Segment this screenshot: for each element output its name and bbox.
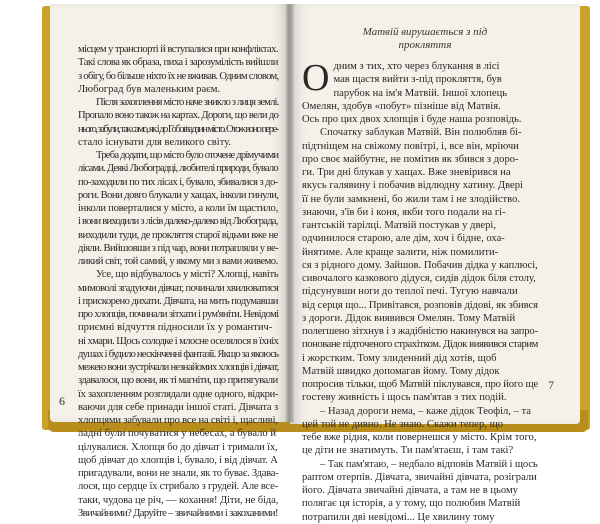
text-line: хлопцями забували про все на світі і, щасливі, xyxy=(78,415,278,426)
text-line: – Так пам'ятаю, – недбало відповів Матвій і щось xyxy=(320,458,538,470)
text-line: цілувалися. Хлопця бо до дівчат і тримали їх, xyxy=(78,441,278,453)
text-line: – Назад дороги нема, – каже дідок Теофіл, – та xyxy=(320,405,532,417)
text-line: Треба додати, що місто було оточене дрімучими xyxy=(96,150,279,161)
text-line: діяли. Вийшовши з під чар, вони потрапляли у ве- xyxy=(78,242,279,254)
text-line: ся з рідного дому. Зайшов. Побачив дідка у каплюсі, xyxy=(302,259,538,271)
text-line: Омелян, здобув «побут» пізніше від Матвія. xyxy=(302,100,501,112)
paragraph xyxy=(78,96,278,149)
text-line: сивочалого казкового дідуся, сидів дідок біля столу, xyxy=(302,273,536,284)
text-line: одчинилося старою, але дім, хоч і бідне, оха- xyxy=(302,233,505,245)
text-line: від серця що... Привітався, розповів дідові, як збився xyxy=(302,299,538,311)
chapter-title: Матвій вирушається з під прокляття xyxy=(362,26,488,51)
text-line: мимоволі згадуючи дівчат, починали хвилюватися xyxy=(78,282,279,294)
text-line: і вони виходили з лісів далеко-далеко від Любограда, xyxy=(78,216,278,228)
text-line: Матвій швидко допомагав йому. Тому дідок xyxy=(302,365,500,377)
text-line: стало існувати для великого світу. xyxy=(78,136,232,148)
text-line: полягає ця історія, а у тому, що полюбив Матвій xyxy=(302,498,521,510)
text-line: приємні відчуття підносили їх у романтич- xyxy=(78,322,273,334)
paragraph xyxy=(302,126,538,404)
text-line: нього, забули, так само, як і до Гобоґвадзин місто. Отож воно пере- xyxy=(78,123,278,135)
text-line: і прискорено дихати. Дівчата, на мить подумавши xyxy=(78,295,278,307)
text-line: підсунувши ноги до теплої печі. Тугую навчали xyxy=(302,286,518,298)
text-line: виходили туди, де прокляття старої відьми вже не xyxy=(78,229,278,241)
text-line: якусь галявину і побачив відлюдну хатину. Двері xyxy=(302,180,524,192)
text-line: з обігу, бо більше ніхто їх не вживав. Одним словом, xyxy=(78,70,279,82)
text-line: гантській тарілці. Матвій постукав у двері, xyxy=(302,220,496,231)
text-line: щоб дівчат до хлопців і, бувало, і від дівчат. А xyxy=(78,454,278,466)
text-line: місцем у транспорті й вступалися при конфліктах. xyxy=(78,44,278,55)
text-line: Усе, що відбувалось у місті? Хлопці, навіть xyxy=(96,269,279,281)
text-line: по-заходили по тих лісах і, бувало, збивалися з до- xyxy=(78,176,278,188)
text-line: лісами. Деякі Любоградці, любителі природи, бувало xyxy=(78,163,278,175)
text-line: Ось про цих двох хлопців і буде наша розповідь. xyxy=(302,114,522,125)
text-line: ваючи для себе принади іншої статі. Дівчата з xyxy=(78,401,279,413)
page-number-right: 7 xyxy=(548,378,554,392)
left-page xyxy=(50,4,290,519)
page-number-left: 6 xyxy=(59,394,65,408)
text-line: знаючи, з'їв би і коня, якби того подали на гі- xyxy=(302,206,506,218)
text-line: роги. Вони довго блукали у хащах, інколи гинули, xyxy=(78,189,279,201)
paragraph xyxy=(302,57,538,126)
right-page-text xyxy=(302,57,539,524)
text-line: мав щастя вийти з-під прокляття, був xyxy=(333,74,502,86)
text-line: цей той не дивно. Не знаю. Скажи тепер, що xyxy=(302,418,504,430)
paragraph xyxy=(302,458,538,524)
text-line: ні хмари. Щось солодке і млосне оселялося в їхніх xyxy=(78,335,279,347)
drop-cap: О xyxy=(302,57,330,99)
text-line: межею вони зустрічали незнайомих хлопців і дівчат, xyxy=(78,362,279,373)
text-line: про хлопців, починали зітхати і рум'яніти. Невідомі xyxy=(78,309,279,320)
text-line: з дороги. Дідок виявився Омелян. Тому Матвій xyxy=(302,312,516,324)
paragraph xyxy=(302,405,538,458)
text-line: душах і будило нескінченні фантазії. Якщо за якоюсь xyxy=(78,348,279,360)
text-line: полегшено зітхнув і з жадібністю накинувся на запро- xyxy=(302,326,538,337)
text-line: Після захоплення місто наче зникло з лиця землі. xyxy=(96,97,279,108)
left-page-text xyxy=(78,43,278,520)
text-line: про своє майбутнє, не помітив як збився з доро- xyxy=(302,153,519,165)
text-line: Спочатку заблукав Матвій. Він полюбляв бі- xyxy=(320,127,522,139)
text-line: йнятиме. Але краще залити, ніж помилити- xyxy=(302,246,499,258)
text-line: потрапили дві невідомі... Це хвилину тому xyxy=(302,511,495,523)
text-line: раптом отерпів. Дівчата, звичайні дівчата, розіграли xyxy=(302,471,537,483)
text-line: попросив тільки, щоб Матвій піклувався, про його ще xyxy=(302,379,539,390)
text-line: таки, чудова це річ, — кохання! Діти, не біда, xyxy=(78,494,279,506)
paragraph xyxy=(78,149,278,268)
text-line: Звичайними? Даруйте – звичайними і закоханими! xyxy=(78,507,278,519)
text-line: інколи поверталися у місто, а коли їм щастило, xyxy=(78,203,278,214)
text-line: пригадували, вони не знали, як то буває. Здава- xyxy=(78,468,279,479)
text-line: поноване підточеного страхітком. Дідок виявився старим xyxy=(302,339,538,351)
paragraph xyxy=(78,268,278,520)
text-line: здавалося, що вони, як ті магніти, що притягували xyxy=(78,375,278,387)
text-line: Любоград був маленьким раєм. xyxy=(78,83,221,95)
text-line: ликий світ, той самий, у якому ми з вами живемо. xyxy=(78,256,278,267)
text-line: Такі слова як образа, пиха і зарозумілість вийшли xyxy=(78,57,278,69)
book-gutter xyxy=(286,4,294,422)
text-line: гостеву живність і щось пам'ятав з тих подій. xyxy=(302,392,507,404)
text-line: його. Дівчата звичайні дівчата, а там не в цьому xyxy=(302,485,518,496)
right-page xyxy=(290,4,580,523)
text-line: їх захопленням розглядали одне одного, відкри- xyxy=(78,388,279,400)
text-line: лося, що сердце їх стрибало з грудей. Але все- xyxy=(78,481,278,493)
text-line: це діти не знатимуть. Ти пам'ятаєш, і там такі? xyxy=(302,445,514,457)
text-line: і жорстким. Тому злиденний дід хотів, щоб xyxy=(302,352,497,364)
text-line: її не були замкнені, бо жили там і не злодійство. xyxy=(302,193,521,205)
text-line: тебе вже рідня, коли повернешся у місто. Крім того, xyxy=(302,432,537,443)
text-line: Пропало воно також на картах. Дороги, що вели до xyxy=(78,110,279,122)
text-line: дним з тих, хто через блукання в лісі xyxy=(333,61,500,72)
text-line: ладні були почуватися у небесах, а бувало й xyxy=(78,428,277,440)
text-line: ги. Три дні блукав у хащах. Вже зневірився на xyxy=(302,167,511,178)
text-line: підтніщем на свіжому повітрі, і, все він, мріючи xyxy=(302,140,519,152)
text-line: парубок на ім'я Матвій. Іншої хлопець xyxy=(333,87,508,99)
paragraph xyxy=(78,43,278,96)
